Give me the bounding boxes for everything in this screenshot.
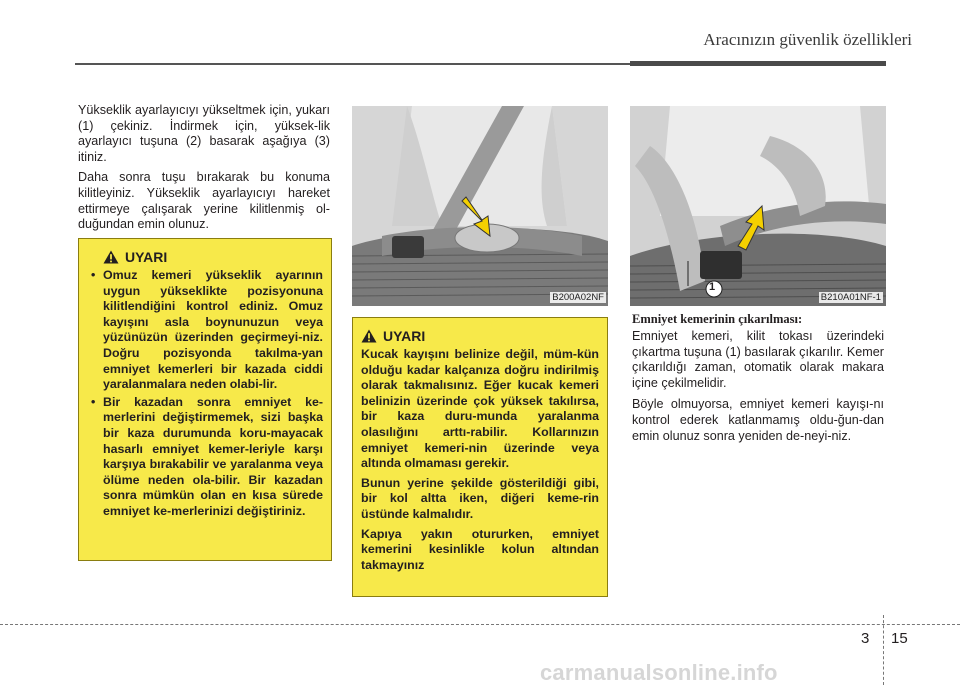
- figure-code: B200A02NF: [552, 292, 604, 303]
- warning-list: [89, 268, 323, 520]
- header-rule: [75, 63, 630, 65]
- body-paragraph: Emniyet kemeri, kilit tokası üzerindeki çıkartma tuşuna (1) basılarak çıkarılır. Kemer çıkarıldığı zaman, otomatik olarak makara içine çekilmelidir.: [632, 329, 884, 390]
- warning-paragraph: Bunun yerine şekilde gösterildiği gibi, bir kol altta iken, diğeri keme-rin üstünde kalmalıdır.: [361, 475, 599, 521]
- warning-triangle-icon: [361, 329, 377, 343]
- warning-item: • Omuz kemeri yükseklik ayarının uygun yükseklikte pozisyonuna kilitlendiğini kontrol ediniz. Omuz kayışını asla boynunuzun veya yüzünüzün üzerinden geçirmeyi-niz. Doğru pozisyonda takılma-yan emniyet kemerleri bir kazada ciddi yaralanmalara neden olabi-lir.: [89, 268, 323, 393]
- lap-belt-illustration: [352, 106, 608, 306]
- page-number: 15: [891, 630, 908, 647]
- warning-title: [103, 249, 323, 265]
- warning-paragraph: Kucak kayışını belinize değil, müm-kün olduğu kadar kalçanıza doğru indirilmiş olarak takmalısınız. Eğer kucak kemeri belinizin üzerinde çok yüksek takılırsa, bir kaza duru-munda yaralanma olasılığını arttı-rabilir. Kollarınızın emniyet kemeri-nin üzerinde veya altında olmaması gerekir.: [361, 347, 599, 471]
- header-rule-accent: [630, 61, 886, 66]
- chapter-number: 3: [861, 630, 870, 647]
- subsection-heading: Emniyet kemerinin çıkarılması:: [632, 312, 803, 326]
- warning-paragraph: Kapıya yakın otururken, emniyet kemerini kesinlikle kolun altından takmayınız: [361, 526, 599, 572]
- belt-lap-photo: [352, 106, 608, 306]
- body-paragraph: Böyle olmuyorsa, emniyet kemeri kayışı-nı kontrol ederek katlanmamış oldu-ğun-dan emin olunuz sonra yeniden de-neyi-niz.: [632, 397, 884, 443]
- warning-title: [361, 328, 599, 344]
- release-instructions: [632, 329, 884, 450]
- warning-title-text: UYARI: [383, 328, 426, 344]
- buckle-release-illustration: [630, 106, 886, 306]
- intro-paragraph: Yükseklik ayarlayıcıyı yükseltmek için, yukarı (1) çekiniz. İndirmek için, yüksek-lik ayarlayıcı tuşuna (2) basarak aşağıya (3) itiniz.: [78, 103, 330, 164]
- intro-paragraph: Daha sonra tuşu bırakarak bu konuma kilitleyiniz. Yükseklik ayarlayıcıyı hareket ettirmeye çalışarak yerine kilitlenmiş ol-duğundan emin olunuz.: [78, 170, 330, 232]
- warning-triangle-icon: [103, 250, 119, 264]
- intro-text: [78, 103, 330, 238]
- figure-code: B210A01NF-1: [820, 292, 881, 303]
- warning-box-lap-belt: [352, 317, 608, 597]
- belt-release-photo: [630, 106, 886, 306]
- warning-item: • Bir kazadan sonra emniyet ke-merlerini değiştirmemek, sizi başka bir kaza durumunda koru-mayacak hasarlı emniyet kemer-leriyle karşı karşıya bırakabilir ve yaralanma veya ölüme neden ola-bilir. Bir kazadan sonra mümkün olan en kısa sürede emniyet ke-merlerinizi değiştiriniz.: [89, 395, 323, 520]
- warning-title-text: UYARI: [125, 249, 168, 265]
- footer-divider: [883, 615, 884, 685]
- callout-number: 1: [709, 281, 716, 293]
- section-title: Aracınızın güvenlik özellikleri: [703, 30, 912, 49]
- watermark-link[interactable]: carmanualsonline.info: [540, 660, 778, 685]
- footer-rule: [0, 624, 960, 625]
- warning-box-shoulder-belt: [78, 238, 332, 561]
